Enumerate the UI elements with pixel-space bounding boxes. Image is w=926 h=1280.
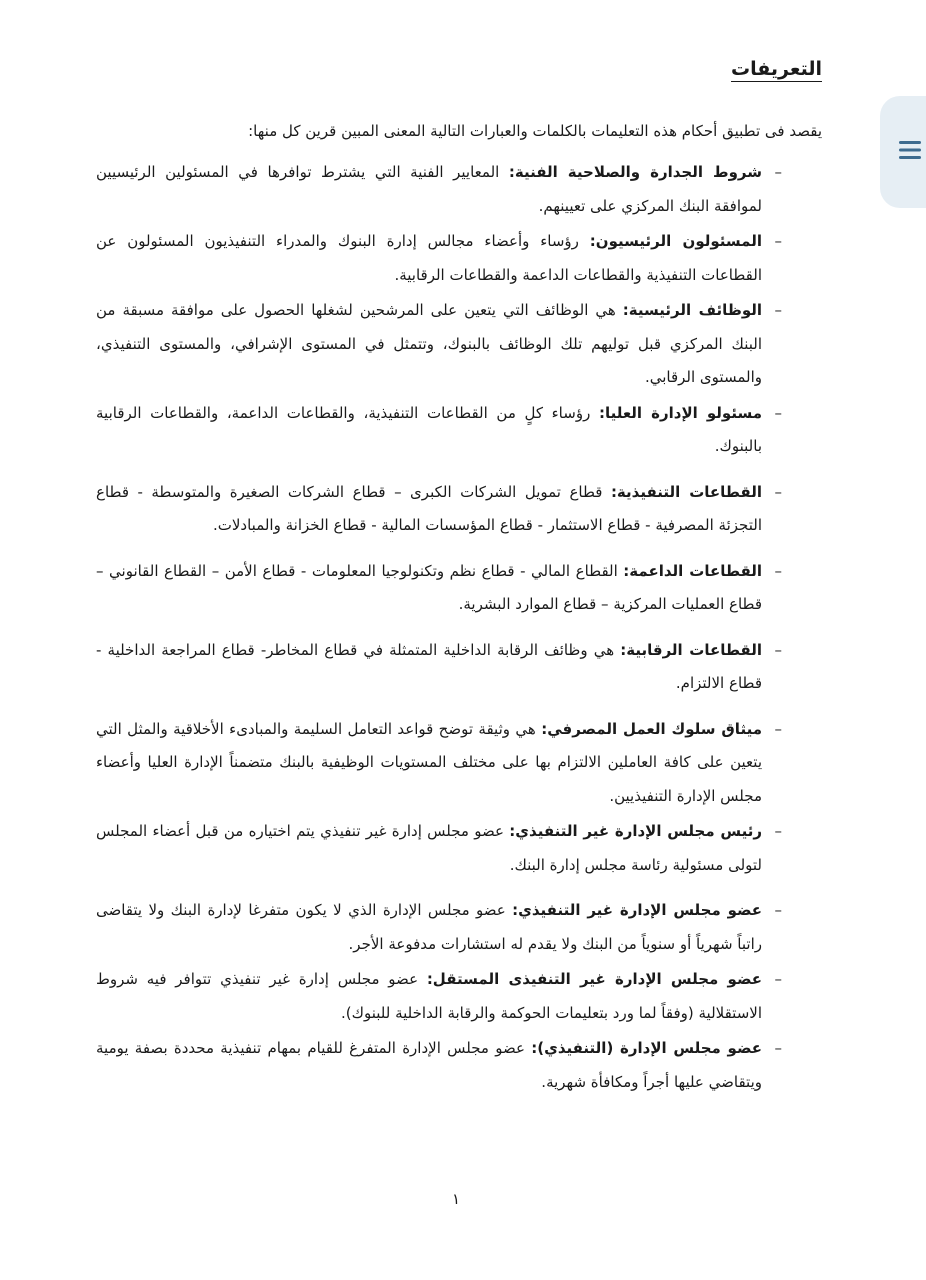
definition-text: هي الوظائف التي يتعين على المرشحين لشغلها الحصول على موافقة مسبقة من البنك المركزي قبل توليهم تلك الوظائف بالبنوك، وتتمثل في المستوى الإشرافي، والمستوى التنفيذي، والمستوى الرقابي. — [96, 301, 762, 386]
bullet-dash: – — [774, 403, 782, 422]
bullet-dash: – — [774, 901, 782, 919]
definition-text: هي وظائف الرقابة الداخلية المتمثلة في قطاع المخاطر- قطاع المراجعة الداخلية - قطاع الالتزام. — [96, 640, 762, 692]
definition-term: مسئولو الإدارة العليا: — [598, 403, 762, 422]
page-title: التعريفات — [731, 58, 822, 80]
bullet-dash: – — [774, 163, 782, 181]
menu-tab[interactable] — [880, 96, 926, 208]
definitions-list — [96, 156, 822, 1099]
definition-text: رؤساء كلٍ من القطاعات التنفيذية، والقطاعات الداعمة، والقطاعات الرقابية بالبنوك. — [96, 403, 762, 455]
bullet-dash: – — [774, 640, 782, 659]
bullet-dash: – — [774, 232, 782, 250]
definition-item — [96, 963, 822, 1030]
hamburger-menu-icon[interactable] — [898, 138, 922, 162]
definition-term: القطاعات الرقابية: — [620, 640, 763, 659]
bullet-dash: – — [774, 822, 782, 840]
definition-term: رئيس مجلس الإدارة غير التنفيذي: — [509, 822, 762, 840]
definition-item — [96, 1032, 822, 1099]
definition-text: رؤساء وأعضاء مجالس إدارة البنوك والمدراء التنفيذيون المسئولون عن القطاعات التنفيذية والقطاعات الداعمة والقطاعات الرقابية. — [96, 232, 762, 284]
definition-item — [96, 815, 822, 882]
definition-item — [96, 713, 822, 814]
bullet-dash: – — [774, 301, 782, 319]
definition-text: هي وثيقة توضح قواعد التعامل السليمة والمبادىء الأخلاقية والمثل التي يتعين على كافة العاملين الالتزام بها على مختلف المستويات الوظيفية بالبنك متضمناً الإدارة العليا وأعضاء مجلس الإدارة التنفيذيين. — [96, 719, 762, 805]
document-page — [96, 52, 822, 1101]
definition-item — [96, 634, 822, 701]
definition-text: عضو مجلس الإدارة المتفرغ للقيام بمهام تنفيذية محددة بصفة يومية ويتقاضي عليها أجراً ومكافأة شهرية. — [96, 1039, 762, 1091]
definition-item — [96, 397, 822, 464]
bullet-dash: – — [774, 561, 782, 580]
definition-term: القطاعات الداعمة: — [623, 561, 763, 580]
page-number: ١ — [452, 1190, 461, 1208]
definition-text: عضو مجلس الإدارة الذي لا يكون متفرغا لإدارة البنك ولا يتقاضى راتباً شهرياً أو سنوياً من البنك ولا يقدم له استشارات مدفوعة الأجر. — [96, 901, 762, 953]
definition-text: عضو مجلس إدارة غير تنفيذي يتم اختياره من قبل أعضاء المجلس لتولى مسئولية رئاسة مجلس إدارة البنك. — [96, 822, 762, 874]
intro-paragraph: يقصد فى تطبيق أحكام هذه التعليمات بالكلمات والعبارات التالية المعنى المبين قرين كل منها: — [248, 122, 822, 140]
definition-item — [96, 476, 822, 543]
definition-text: القطاع المالي - قطاع نظم وتكنولوجيا المعلومات - قطاع الأمن – القطاع القانوني – قطاع العمليات المركزية – قطاع الموارد البشرية. — [96, 561, 762, 613]
definition-text: عضو مجلس إدارة غير تنفيذي تتوافر فيه شروط الاستقلالية (وفقاً لما ورد بتعليمات الحوكمة والرقابة الداخلية للبنوك). — [96, 970, 762, 1022]
bullet-dash: – — [774, 719, 782, 738]
bullet-dash: – — [774, 1039, 782, 1057]
definition-term: المسئولون الرئيسيون: — [589, 232, 762, 250]
bullet-dash: – — [774, 970, 782, 988]
definition-text: قطاع تمويل الشركات الكبرى – قطاع الشركات الصغيرة والمتوسطة - قطاع التجزئة المصرفية - قطاع الاستثمار - قطاع المؤسسات المالية - قطاع الخزانة والمبادلات. — [96, 482, 762, 534]
definition-term: الوظائف الرئيسية: — [622, 301, 763, 319]
definition-item — [96, 894, 822, 961]
definition-item — [96, 225, 822, 292]
definition-term: القطاعات التنفيذية: — [610, 482, 762, 501]
definition-item — [96, 156, 822, 223]
definition-term: شروط الجدارة والصلاحية الفنية: — [508, 163, 762, 181]
definition-term: عضو مجلس الإدارة (التنفيذي): — [531, 1039, 762, 1057]
definition-term: عضو مجلس الإدارة غير التنفيذى المستقل: — [426, 970, 762, 988]
bullet-dash: – — [774, 482, 782, 501]
definition-term: ميثاق سلوك العمل المصرفي: — [541, 719, 762, 738]
definition-item — [96, 555, 822, 622]
definition-term: عضو مجلس الإدارة غير التنفيذي: — [512, 901, 763, 919]
definition-item — [96, 294, 822, 395]
definition-text: المعايير الفنية التي يشترط توافرها في المسئولين الرئيسيين لموافقة البنك المركزي على تعيينهم. — [96, 163, 762, 215]
